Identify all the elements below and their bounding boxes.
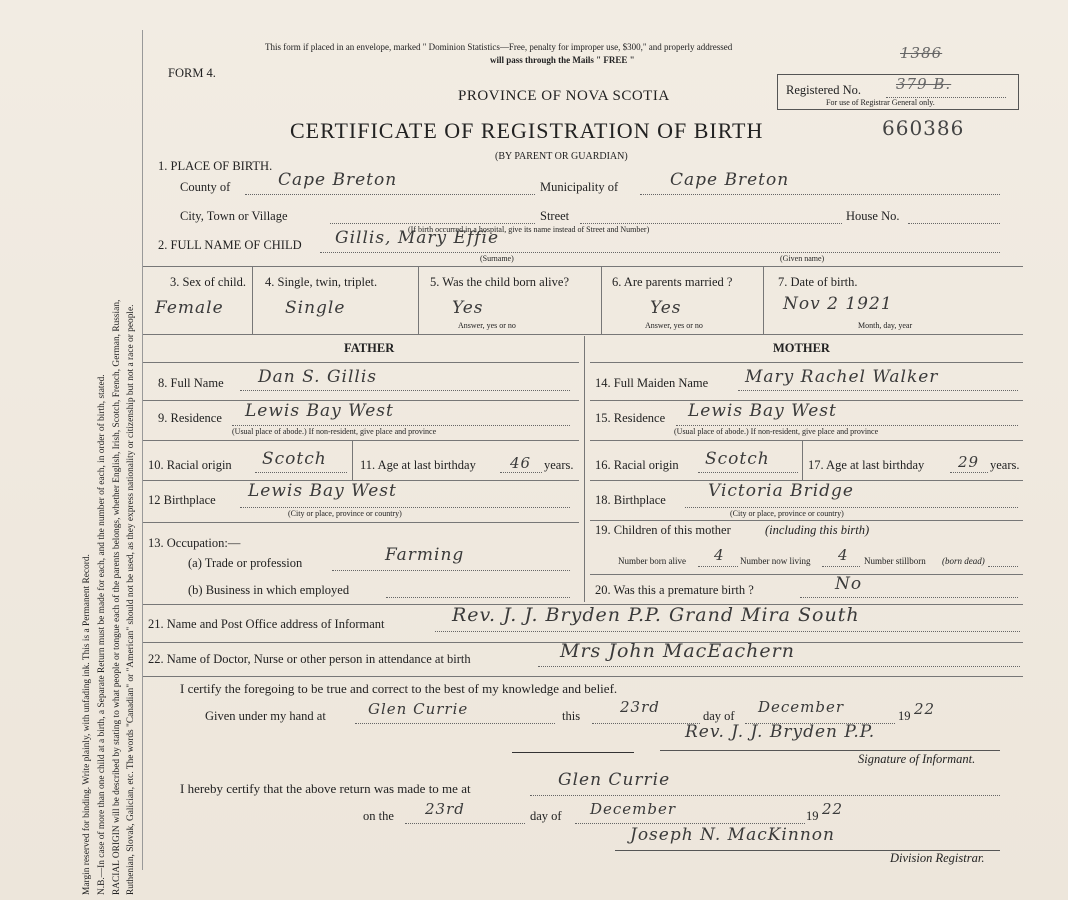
father-residence-label: 9. Residence — [158, 411, 222, 425]
child-name-label: 2. FULL NAME OF CHILD — [158, 238, 302, 252]
mother-residence-label: 15. Residence — [595, 411, 666, 425]
mail-note-1: This form if placed in an envelope, marked " Dominion Statistics—Free, penalty for improper use, $300," and properly addressed — [265, 42, 733, 52]
municipality-value: Cape Breton — [670, 170, 790, 190]
this-label: this — [562, 709, 581, 723]
alive-label: 5. Was the child born alive? — [430, 275, 570, 289]
surname-note: (Surname) — [480, 254, 514, 263]
county-value: Cape Breton — [278, 170, 398, 190]
given-month-value: December — [758, 698, 845, 716]
margin-note-3: RACIAL ORIGIN will be described by stating to what people or tongue each of the parents belongs, whether English, Irish, Scotch, French, German, Russian, — [112, 299, 122, 895]
hospital-note: (If birth occurred in a hospital, give its name instead of Street and Number) — [408, 225, 650, 234]
married-value: Yes — [650, 298, 682, 318]
informant-signature: Rev. J. J. Bryden P.P. — [685, 722, 876, 742]
mother-years-label: years. — [990, 458, 1020, 472]
return-day-value: 23rd — [425, 800, 465, 818]
certificate-number: 660386 — [882, 116, 965, 140]
sex-value: Female — [155, 298, 224, 318]
return-year-prefix: 19 — [806, 809, 819, 823]
father-racial-value: Scotch — [262, 449, 327, 469]
single-label: 4. Single, twin, triplet. — [265, 275, 378, 289]
certify-statement: I certify the foregoing to be true and correct to the best of my knowledge and belief. — [180, 681, 618, 696]
doctor-value: Mrs John MacEachern — [560, 640, 795, 662]
top-number: 1386 — [900, 44, 943, 62]
registrar-label: Division Registrar. — [890, 851, 985, 865]
sex-label: 3. Sex of child. — [170, 275, 247, 289]
registrar-signature: Joseph N. MacKinnon — [630, 825, 835, 845]
given-year-value: 22 — [914, 700, 936, 718]
father-birthplace-label: 12 Birthplace — [148, 493, 216, 507]
return-statement: I hereby certify that the above return was made to me at — [180, 781, 471, 796]
date-note: Month, day, year — [858, 321, 913, 330]
born-alive-label: Number born alive — [618, 556, 686, 566]
father-racial-label: 10. Racial origin — [148, 458, 232, 472]
given-place-value: Glen Currie — [368, 700, 469, 718]
return-year-value: 22 — [822, 800, 844, 818]
given-day-of-label: day of — [703, 709, 735, 723]
return-month-value: December — [590, 800, 677, 818]
place-section-label: 1. PLACE OF BIRTH. — [158, 159, 273, 173]
trade-label: (a) Trade or profession — [188, 556, 303, 570]
county-label: County of — [180, 180, 231, 194]
stillborn-note: (born dead) — [942, 556, 985, 566]
given-day-value: 23rd — [620, 698, 660, 716]
father-birthplace-note: (City or place, province or country) — [288, 509, 402, 518]
informant-value: Rev. J. J. Bryden P.P. Grand Mira South — [452, 604, 860, 626]
alive-note: Answer, yes or no — [458, 321, 516, 330]
father-age-value: 46 — [510, 454, 532, 472]
house-label: House No. — [846, 209, 900, 223]
mother-age-label: 17. Age at last birthday — [808, 458, 925, 472]
business-label: (b) Business in which employed — [188, 583, 350, 597]
margin-notes — [2, 0, 142, 900]
certificate-title: CERTIFICATE OF REGISTRATION OF BIRTH — [290, 118, 764, 143]
certificate-subtitle: (BY PARENT OR GUARDIAN) — [495, 151, 628, 162]
registered-box — [777, 74, 1019, 110]
on-the-label: on the — [363, 809, 394, 823]
informant-label: 21. Name and Post Office address of Informant — [148, 617, 385, 631]
alive-value: Yes — [452, 298, 484, 318]
mail-note-2: will pass through the Mails " FREE " — [490, 55, 635, 65]
given-name-note: (Given name) — [780, 254, 825, 263]
premature-value: No — [835, 574, 863, 594]
father-years-label: years. — [544, 458, 574, 472]
child-name-value: Gillis, Mary Effie — [335, 228, 500, 248]
registered-label: Registered No. — [786, 83, 861, 97]
form-number: FORM 4. — [168, 66, 216, 80]
mother-birthplace-label: 18. Birthplace — [595, 493, 666, 507]
mother-children-note: (including this birth) — [765, 523, 870, 537]
married-note: Answer, yes or no — [645, 321, 703, 330]
date-value: Nov 2 1921 — [783, 294, 893, 314]
mother-name-label: 14. Full Maiden Name — [595, 376, 709, 390]
now-living-label: Number now living — [740, 556, 811, 566]
registrar-note: For use of Registrar General only. — [826, 98, 935, 107]
date-label: 7. Date of birth. — [778, 275, 858, 289]
margin-note-2: N.B.—In case of more than one child at a birth, a Separate Return must be made for each, and the number of each, in order of birth, stated. — [97, 374, 107, 895]
father-name-value: Dan S. Gillis — [258, 367, 378, 387]
return-day-of-label: day of — [530, 809, 562, 823]
occupation-label: 13. Occupation:— — [148, 536, 241, 550]
margin-note-4: Ruthenian, Slovak, Galician, etc. The words "Canadian" or "American" should not be used, as they express nationality or citizenship but not a race or people. — [126, 304, 136, 895]
mother-heading: MOTHER — [773, 341, 830, 355]
father-heading: FATHER — [344, 341, 395, 355]
premature-label: 20. Was this a premature birth ? — [595, 583, 754, 597]
father-birthplace-value: Lewis Bay West — [248, 481, 397, 501]
mother-children-label: 19. Children of this mother — [595, 523, 731, 537]
father-age-label: 11. Age at last birthday — [360, 458, 476, 472]
municipality-label: Municipality of — [540, 180, 619, 194]
given-year-prefix: 19 — [898, 709, 911, 723]
given-under-label: Given under my hand at — [205, 709, 326, 723]
city-label: City, Town or Village — [180, 209, 288, 223]
stillborn-label: Number stillborn — [864, 556, 926, 566]
father-residence-value: Lewis Bay West — [245, 401, 394, 421]
mother-racial-label: 16. Racial origin — [595, 458, 679, 472]
mother-birthplace-value: Victoria Bridge — [708, 481, 854, 501]
informant-signature-label: Signature of Informant. — [858, 752, 976, 766]
mother-racial-value: Scotch — [705, 449, 770, 469]
province-heading: PROVINCE OF NOVA SCOTIA — [458, 88, 670, 104]
married-label: 6. Are parents married ? — [612, 275, 733, 289]
father-residence-note: (Usual place of abode.) If non-resident, give place and province — [232, 427, 437, 436]
mother-age-value: 29 — [958, 453, 980, 471]
margin-rule — [142, 30, 143, 870]
registered-value: 379 B. — [896, 75, 952, 93]
mother-residence-note: (Usual place of abode.) If non-resident, give place and province — [674, 427, 879, 436]
born-alive-value: 4 — [714, 546, 725, 564]
father-name-label: 8. Full Name — [158, 376, 224, 390]
doctor-label: 22. Name of Doctor, Nurse or other person in attendance at birth — [148, 652, 471, 666]
mother-birthplace-note: (City or place, province or country) — [730, 509, 844, 518]
mother-name-value: Mary Rachel Walker — [745, 367, 939, 387]
single-value: Single — [285, 298, 346, 318]
return-place-value: Glen Currie — [558, 770, 671, 790]
now-living-value: 4 — [838, 546, 849, 564]
street-label: Street — [540, 209, 570, 223]
mother-residence-value: Lewis Bay West — [688, 401, 837, 421]
trade-value: Farming — [385, 545, 465, 565]
margin-note-1: Margin reserved for binding. Write plainly, with unfading ink. This is a Permanent Record. — [82, 554, 92, 895]
